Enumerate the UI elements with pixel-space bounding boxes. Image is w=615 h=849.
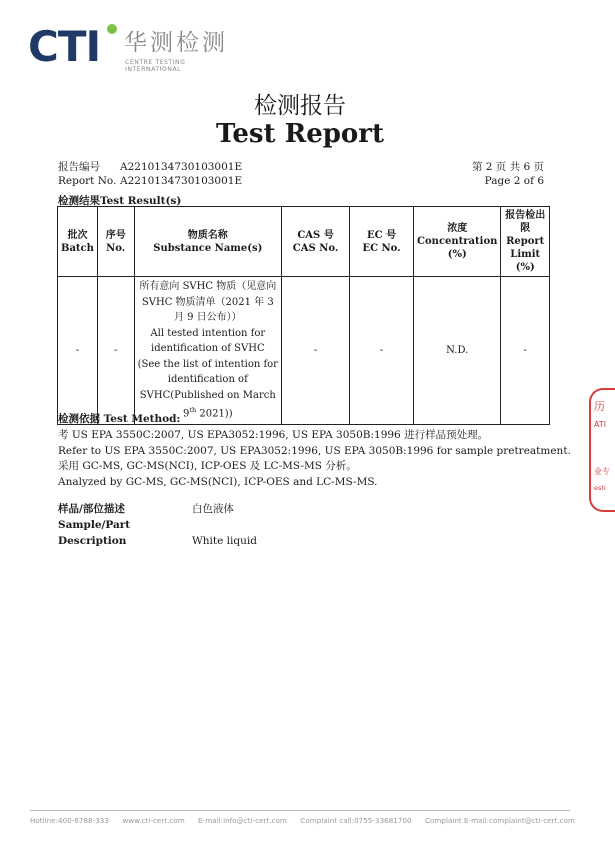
logo-english-name: CENTRE TESTING INTERNATIONAL bbox=[125, 59, 186, 73]
header-batch bbox=[58, 207, 98, 277]
sample-label-cn: 样品/部位描述 bbox=[58, 503, 125, 515]
table-header-row bbox=[58, 207, 550, 277]
header-report-limit-en: Report Limit bbox=[506, 236, 545, 260]
header-ec-cn: EC 号 bbox=[367, 229, 397, 241]
test-method-heading: 检测依据 Test Method: bbox=[58, 413, 181, 425]
cell-cas: - bbox=[282, 277, 350, 425]
cell-ec: - bbox=[350, 277, 414, 425]
header-ec-en: EC No. bbox=[362, 242, 401, 254]
logo-chinese-name: 华测检测 bbox=[124, 30, 228, 56]
cell-limit: - bbox=[501, 277, 550, 425]
cell-no: - bbox=[97, 277, 134, 425]
seal-stamp-fragment bbox=[589, 388, 615, 512]
footer bbox=[30, 816, 575, 825]
header-cas-cn: CAS 号 bbox=[297, 229, 334, 241]
header-cas-en: CAS No. bbox=[292, 242, 339, 254]
header-report-limit-unit: (%) bbox=[515, 262, 535, 273]
footer-website: www.cti-cert.com bbox=[122, 816, 185, 825]
substance-cn: 所有意向 SVHC 物质（见意向 SVHC 物质清单（2021 年 3 月 9 日公布）） bbox=[139, 281, 277, 323]
substance-en-1: All tested intention for identification of SVHC bbox=[150, 327, 266, 354]
report-title-chinese: 检测报告 bbox=[254, 93, 346, 119]
page-number-block bbox=[472, 160, 544, 188]
logo-dot bbox=[107, 24, 117, 34]
report-number-value-cn: A2210134730103001E bbox=[120, 161, 243, 173]
results-heading: 检测结果Test Result(s) bbox=[58, 195, 182, 207]
substance-en-sup: th bbox=[189, 406, 197, 414]
logo-brand: CTI bbox=[28, 22, 101, 71]
substance-en-2a: (See the list of intention for identification of SVHC(Published on March 9 bbox=[137, 358, 278, 420]
report-title-english: Test Report bbox=[216, 119, 384, 149]
report-number-block bbox=[58, 160, 242, 188]
stamp-text-4: esti bbox=[594, 484, 606, 492]
header-concentration-cn: 浓度 bbox=[447, 223, 468, 234]
report-number-value-en: A2210134730103001E bbox=[120, 175, 243, 187]
substance-en-2b: 2021)) bbox=[196, 408, 233, 420]
stamp-text-3: 业专 bbox=[594, 467, 610, 476]
test-method-section bbox=[58, 412, 571, 491]
test-method-line-3: 采用 GC-MS, GC-MS(NCI), ICP-OES 及 LC-MS-MS 分析。 bbox=[58, 460, 357, 473]
footer-hotline: Hotline:400-6788-333 bbox=[30, 816, 109, 825]
test-method-line-2: Refer to US EPA 3550C:2007, US EPA3052:1996, US EPA 3050B:1996 for sample pretreatment. bbox=[58, 444, 571, 457]
cell-substance bbox=[134, 277, 282, 425]
cti-logo bbox=[28, 20, 228, 80]
page-number-cn: 第 2 页 共 6 页 bbox=[471, 161, 544, 173]
header-no-cn: 序号 bbox=[105, 229, 126, 241]
footer-email: E-mail:info@cti-cert.com bbox=[198, 816, 287, 825]
sample-value-cn: 白色液体 bbox=[192, 503, 234, 515]
header-concentration bbox=[414, 207, 501, 277]
report-number-label-cn: 报告编号 bbox=[58, 161, 100, 173]
table-row bbox=[58, 277, 550, 425]
header-ec bbox=[350, 207, 414, 277]
header-batch-cn: 批次 bbox=[67, 229, 88, 241]
header-no bbox=[97, 207, 134, 277]
footer-complaint-email: Complaint E-mail:complaint@cti-cert.com bbox=[424, 816, 575, 825]
header-concentration-en: Concentration bbox=[417, 236, 498, 247]
header-concentration-unit: (%) bbox=[447, 249, 467, 260]
report-number-label-en: Report No. bbox=[58, 175, 117, 187]
header-substance-cn: 物质名称 bbox=[187, 229, 228, 241]
header-report-limit bbox=[501, 207, 550, 277]
header-substance-en: Substance Name(s) bbox=[153, 242, 263, 254]
stamp-text-2: ATI bbox=[594, 420, 607, 429]
sample-label-en: Sample/Part Description bbox=[58, 519, 131, 547]
header-substance bbox=[134, 207, 282, 277]
stamp-text-1: 历 bbox=[594, 400, 605, 413]
test-method-line-4: Analyzed by GC-MS, GC-MS(NCI), ICP-OES and LC-MS-MS. bbox=[58, 476, 378, 489]
header-batch-en: Batch bbox=[61, 242, 94, 254]
header-no-en: No. bbox=[106, 242, 126, 254]
header-report-limit-cn: 报告检出限 bbox=[505, 210, 546, 234]
results-table bbox=[57, 206, 550, 425]
footer-complaint-call: Complaint call:0755-33681700 bbox=[300, 816, 412, 825]
sample-value-en: White liquid bbox=[192, 535, 257, 547]
header-cas bbox=[282, 207, 350, 277]
page-number-en: Page 2 of 6 bbox=[484, 175, 544, 187]
cell-batch: - bbox=[58, 277, 98, 425]
sample-description-section bbox=[58, 501, 257, 549]
footer-divider bbox=[30, 810, 570, 811]
test-method-line-1: 考 US EPA 3550C:2007, US EPA3052:1996, US EPA 3050B:1996 进行样品预处理。 bbox=[58, 428, 489, 441]
cell-concentration: N.D. bbox=[414, 277, 501, 425]
